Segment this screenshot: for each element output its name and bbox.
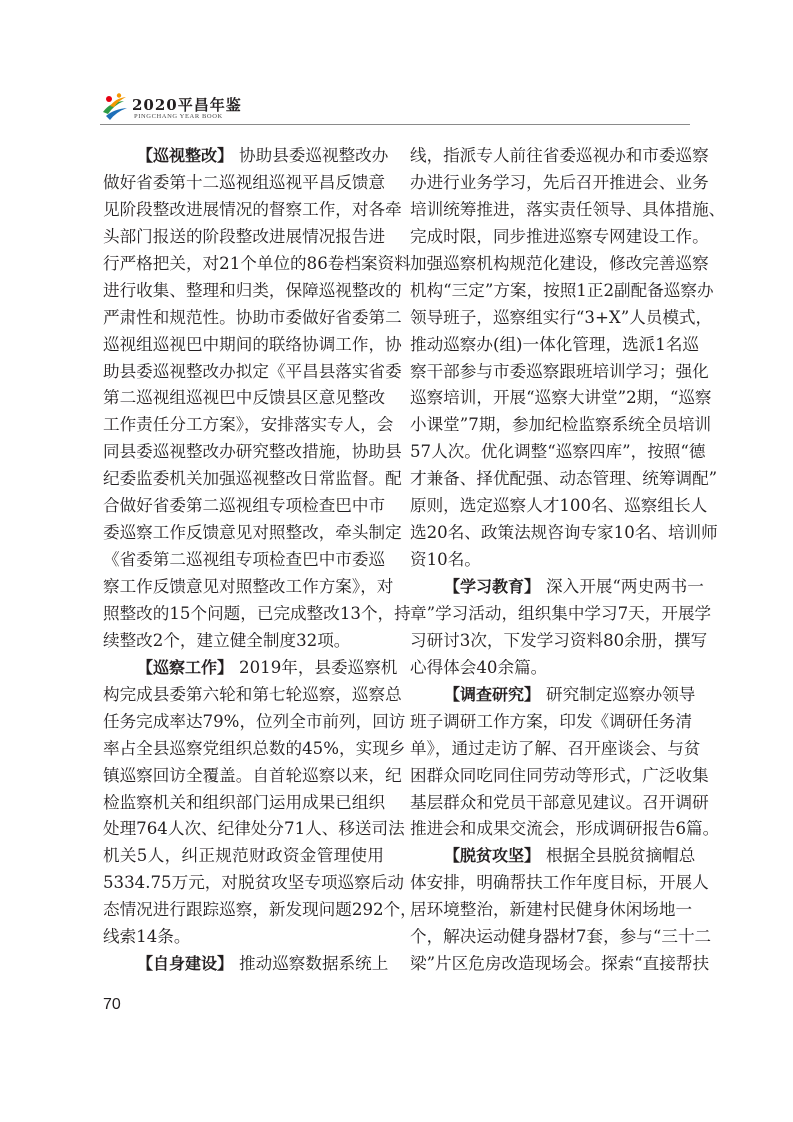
text-line	[410, 170, 709, 197]
text-line	[410, 493, 708, 520]
text-line	[410, 466, 718, 493]
text-line	[103, 816, 405, 843]
line-text: 选20名、政策法规咨询专家10名、培训师	[410, 523, 718, 543]
text-line	[410, 197, 726, 224]
line-text: 助县委巡视整改办拟定《平昌县落实省委	[103, 361, 402, 381]
line-text: 做好省委第十二巡视组巡视平昌反馈意	[103, 172, 386, 192]
text-line	[410, 143, 709, 170]
section-heading: 【学习教育】	[444, 577, 541, 596]
line-text: 加强巡察机构规范化建设，修改完善巡察	[410, 253, 709, 273]
running-header	[100, 92, 690, 126]
line-text: 5334.75万元，对脱贫攻坚专项巡察后动	[103, 873, 404, 893]
text-line	[410, 574, 704, 601]
text-line	[410, 251, 709, 278]
text-line	[103, 493, 384, 520]
text-line	[103, 439, 402, 466]
text-line	[410, 924, 712, 951]
line-text: 梁”片区危房改造现场会。探索“直接帮扶	[410, 954, 710, 974]
line-text: 57人次。优化调整“巡察四库”，按照“德	[410, 442, 706, 462]
text-line	[103, 359, 402, 386]
line-text: 研究制定巡察办领导	[546, 684, 696, 704]
text-line	[410, 897, 691, 924]
line-text: 2019年，县委巡察机	[239, 657, 398, 677]
line-text: 合做好省委第二巡视组专项检查巴中市	[103, 496, 386, 516]
line-text: 率占全县巡察党组织总数的45%，实现乡	[103, 738, 406, 758]
text-line	[410, 951, 710, 978]
text-line	[103, 574, 394, 601]
line-text: 章”学习活动，组织集中学习7天，开展学	[410, 603, 712, 623]
text-line	[103, 385, 384, 412]
line-text: 严肃性和规范性。协助市委做好省委第二	[103, 307, 402, 327]
line-text: 班子调研工作方案，印发《调研任务清	[410, 711, 693, 731]
paragraph	[410, 143, 726, 574]
line-text: 见阶段整改进展情况的督察工作，对各牵	[103, 199, 402, 219]
text-line	[103, 709, 406, 736]
text-line	[410, 709, 691, 736]
text-line	[410, 332, 700, 359]
line-text: 居环境整治，新建村民健身休闲场地一	[410, 900, 693, 920]
yearbook-title: 2020平昌年鉴	[132, 96, 242, 114]
line-text: 任务完成率达79%，位列全市前列，回访	[103, 711, 406, 731]
text-line	[103, 628, 384, 655]
line-text: 个，解决运动健身器材7套，参与“三十二	[410, 927, 712, 947]
line-text: 体安排，明确帮扶工作年度目标，开展人	[410, 873, 709, 893]
line-text: 同县委巡视整改办研究整改措施，协助县	[103, 442, 402, 462]
line-text: 推动巡察数据系统上	[239, 954, 389, 974]
text-line	[103, 736, 406, 763]
text-line	[103, 412, 394, 439]
text-line	[103, 170, 384, 197]
section-heading: 【自身建设】	[137, 954, 234, 974]
text-line	[103, 790, 384, 817]
line-text: 构完成县委第六轮和第七轮巡察，巡察总	[103, 684, 402, 704]
line-text: 单》，通过走访了解、召开座谈会、与贫	[410, 738, 701, 758]
paragraph	[410, 843, 712, 978]
paragraph	[103, 143, 411, 655]
text-line	[410, 628, 708, 655]
text-line	[410, 655, 691, 682]
text-line	[410, 412, 712, 439]
line-text: 小课堂”7期，参加纪检监察系统全员培训	[410, 415, 712, 435]
text-line	[410, 790, 709, 817]
right-column	[410, 143, 726, 978]
line-text: 才兼备、择优配强、动态管理、统筹调配”	[410, 469, 718, 489]
paragraph	[103, 951, 389, 978]
line-text: 头部门报送的阶段整改进展情况报告进	[103, 226, 386, 246]
line-text: 镇巡察回访全覆盖。自首轮巡察以来，纪	[103, 765, 402, 785]
text-line	[410, 763, 709, 790]
line-text: 领导班子，巡察组实行“3+X”人员模式，	[410, 307, 713, 327]
text-line	[410, 736, 701, 763]
text-line	[103, 332, 402, 359]
line-text: 察工作反馈意见对照整改工作方案》，对	[103, 577, 394, 596]
line-text: 察干部参与市委巡察跟班培训学习；强化	[410, 361, 709, 381]
line-text: 态情况进行跟踪巡察，新发现问题292个，	[103, 900, 417, 920]
line-text: 检监察机关和组织部门运用成果已组织	[103, 792, 386, 812]
text-line	[103, 466, 402, 493]
line-text: 行严格把关，对21个单位的86卷档案资料	[103, 253, 411, 273]
line-text: 完成时限，同步推进巡察专网建设工作。	[410, 226, 709, 246]
line-text: 困群众同吃同住同劳动等形式，广泛收集	[410, 765, 709, 785]
line-text: 线，指派专人前往省委巡视办和市委巡察	[410, 146, 709, 165]
text-line	[103, 143, 389, 170]
text-line	[103, 305, 402, 332]
line-text: 机构“三定”方案，按照1正2副配备巡察办	[410, 280, 714, 300]
line-text: 深入开展“两史两书一	[546, 577, 704, 596]
line-text: 推动巡察办(组)一体化管理，选派1名巡	[410, 334, 700, 354]
line-text: 进行收集、整理和归类，保障巡视整改的	[103, 280, 402, 300]
line-text: 习研讨3次，下发学习资料80余册，撰写	[410, 630, 708, 650]
line-text: 第二巡视组巡视巴中反馈县区意见整改	[103, 388, 386, 408]
line-text: 原则，选定巡察人才100名、巡察组长人	[410, 496, 708, 516]
text-line	[103, 843, 384, 870]
line-text: 协助县委巡视整改办	[239, 146, 389, 165]
text-line	[410, 439, 706, 466]
line-text: 《省委第二巡视组专项检查巴中市委巡	[103, 550, 386, 570]
paragraph	[410, 574, 712, 682]
page-number: 70	[103, 996, 121, 1013]
left-column	[103, 143, 417, 978]
line-text: 培训统筹推进，落实责任领导、具体措施、	[410, 199, 726, 219]
text-line	[103, 224, 384, 251]
text-line	[103, 924, 384, 951]
line-text: 处理764人次、纪律处分71人、移送司法	[103, 819, 405, 839]
text-line	[103, 278, 402, 305]
yearbook-subtitle: PINGCHANG YEAR BOOK	[134, 113, 223, 120]
yearbook-logo-icon	[100, 92, 130, 122]
text-line	[103, 655, 398, 682]
text-line	[410, 278, 714, 305]
text-line	[103, 682, 402, 709]
section-heading: 【巡视整改】	[137, 146, 234, 165]
line-text: 工作责任分工方案》，安排落实专人，会	[103, 415, 394, 435]
line-text: 根据全县脱贫摘帽总	[546, 846, 696, 866]
text-line	[410, 224, 709, 251]
line-text: 办进行业务学习，先后召开推进会、业务	[410, 172, 709, 192]
line-text: 基层群众和党员干部意见建议。召开调研	[410, 792, 709, 812]
line-text: 委巡察工作反馈意见对照整改，牵头制定	[103, 523, 402, 543]
line-text: 机关5人，纠正规范财政资金管理使用	[103, 846, 384, 866]
line-text: 线索14条。	[103, 927, 191, 947]
text-line	[410, 843, 696, 870]
text-line	[410, 359, 709, 386]
text-line	[410, 601, 712, 628]
paragraph	[103, 655, 417, 951]
text-line	[103, 520, 402, 547]
text-line	[410, 305, 713, 332]
text-line	[410, 547, 691, 574]
line-text: 推进会和成果交流会，形成调研报告6篇。	[410, 819, 720, 839]
section-heading: 【脱贫攻坚】	[444, 846, 541, 866]
line-text: 纪委监委机关加强巡视整改日常监督。配	[103, 469, 402, 489]
text-line	[410, 385, 712, 412]
section-heading: 【巡察工作】	[137, 657, 234, 677]
text-line	[410, 870, 709, 897]
line-text: 心得体会40余篇。	[410, 657, 548, 677]
text-line	[103, 251, 411, 278]
line-text: 照整改的15个问题，已完成整改13个，持	[103, 603, 411, 623]
text-line	[103, 951, 389, 978]
line-text: 资10名。	[410, 550, 481, 570]
header-divider	[100, 124, 690, 125]
text-line	[103, 197, 402, 224]
text-line	[103, 870, 404, 897]
text-line	[103, 897, 417, 924]
section-heading: 【调查研究】	[444, 684, 541, 704]
text-line	[410, 682, 696, 709]
line-text: 续整改2个，建立健全制度32项。	[103, 630, 351, 650]
paragraph	[410, 682, 720, 844]
text-line	[103, 763, 402, 790]
line-text: 巡察培训，开展“巡察大讲堂”2期，“巡察	[410, 388, 712, 408]
line-text: 巡视组巡视巴中期间的联络协调工作，协	[103, 334, 402, 354]
text-line	[410, 816, 720, 843]
text-line	[410, 520, 718, 547]
text-line	[103, 601, 411, 628]
text-line	[103, 547, 384, 574]
